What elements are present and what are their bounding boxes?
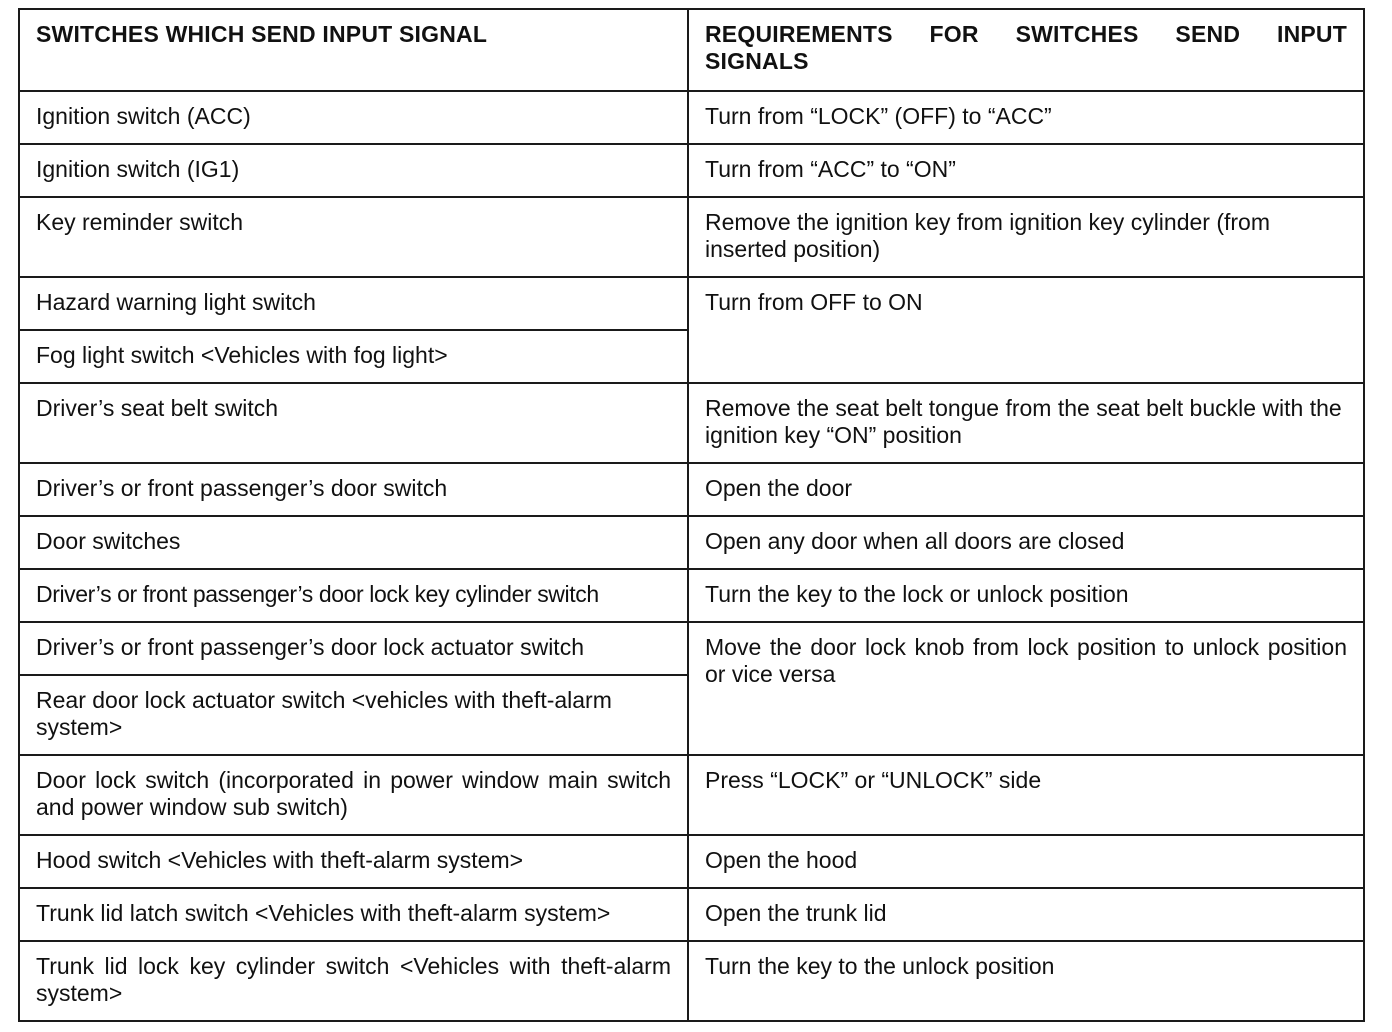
switch-cell: Ignition switch (IG1) [19, 144, 688, 197]
requirement-cell: Remove the seat belt tongue from the seat belt buckle with the ignition key “ON” position [688, 383, 1364, 463]
table-row [19, 516, 1364, 569]
requirement-cell: Turn the key to the unlock position [688, 941, 1364, 1021]
switch-cell: Door lock switch (incorporated in power window main switch and power window sub switch) [19, 755, 688, 835]
requirement-cell: Open any door when all doors are closed [688, 516, 1364, 569]
switch-cell: Driver’s seat belt switch [19, 383, 688, 463]
switch-cell: Driver’s or front passenger’s door lock key cylinder switch [19, 569, 688, 622]
table-row [19, 755, 1364, 835]
header-requirements: REQUIREMENTS FOR SWITCHES SEND INPUT SIGNALS [688, 9, 1364, 91]
requirement-cell: Open the trunk lid [688, 888, 1364, 941]
table-row [19, 383, 1364, 463]
table-row [19, 277, 1364, 330]
requirement-cell: Open the door [688, 463, 1364, 516]
switch-cell: Key reminder switch [19, 197, 688, 277]
header-row [19, 9, 1364, 91]
table-row [19, 569, 1364, 622]
switch-cell: Fog light switch <Vehicles with fog light> [19, 330, 688, 383]
switch-cell: Hazard warning light switch [19, 277, 688, 330]
requirement-cell: Press “LOCK” or “UNLOCK” side [688, 755, 1364, 835]
table-row [19, 941, 1364, 1021]
switch-cell: Driver’s or front passenger’s door lock actuator switch [19, 622, 688, 675]
table-row [19, 622, 1364, 675]
requirement-cell: Remove the ignition key from ignition key cylinder (from inserted position) [688, 197, 1364, 277]
table-row [19, 197, 1364, 277]
requirement-cell: Turn from OFF to ON [688, 277, 1364, 383]
requirement-cell: Open the hood [688, 835, 1364, 888]
header-switches: SWITCHES WHICH SEND INPUT SIGNAL [19, 9, 688, 91]
switch-cell: Rear door lock actuator switch <vehicles with theft-alarm system> [19, 675, 688, 755]
table-row [19, 463, 1364, 516]
switch-cell: Driver’s or front passenger’s door switch [19, 463, 688, 516]
switch-cell: Trunk lid latch switch <Vehicles with theft-alarm system> [19, 888, 688, 941]
table-row [19, 91, 1364, 144]
switch-input-signal-table [18, 8, 1365, 1022]
requirement-cell: Turn from “ACC” to “ON” [688, 144, 1364, 197]
switch-cell: Hood switch <Vehicles with theft-alarm system> [19, 835, 688, 888]
switch-cell: Trunk lid lock key cylinder switch <Vehicles with theft-alarm system> [19, 941, 688, 1021]
requirement-cell: Turn from “LOCK” (OFF) to “ACC” [688, 91, 1364, 144]
requirement-cell: Move the door lock knob from lock position to unlock position or vice versa [688, 622, 1364, 755]
switch-cell: Door switches [19, 516, 688, 569]
table-row [19, 888, 1364, 941]
switch-cell: Ignition switch (ACC) [19, 91, 688, 144]
requirement-cell: Turn the key to the lock or unlock position [688, 569, 1364, 622]
table-row [19, 835, 1364, 888]
table-row [19, 144, 1364, 197]
